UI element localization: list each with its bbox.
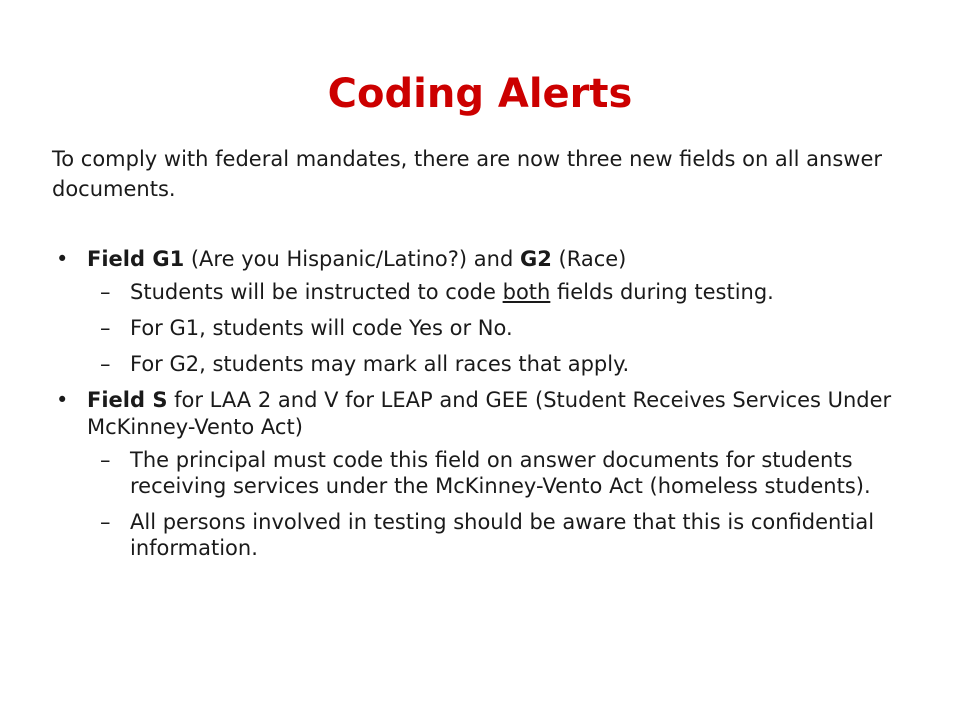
sub-item <box>87 315 912 341</box>
bullet-bold: G2 <box>519 247 552 271</box>
bullet-list <box>52 246 912 571</box>
bullet-field-g1 <box>52 246 912 377</box>
bullet-lead: Field G1 <box>87 247 185 271</box>
dash-icon: – <box>100 510 111 534</box>
sub-item <box>87 447 912 499</box>
intro-paragraph: To comply with federal mandates, there are now three new fields on all answer documents. <box>52 147 882 201</box>
sub-text: Students will be instructed to code <box>130 280 503 304</box>
sub-list <box>87 279 912 377</box>
sub-text: For G2, students may mark all races that apply. <box>130 352 630 376</box>
dash-icon: – <box>100 352 111 376</box>
sub-text: The principal must code this field on answer documents for students receiving services under the McKinney-Vento Act (homeless students). <box>130 448 871 498</box>
sub-item <box>87 351 912 377</box>
sub-item <box>87 509 912 561</box>
slide-title: Coding Alerts <box>327 71 633 117</box>
sub-list <box>87 447 912 561</box>
sub-text: For G1, students will code Yes or No. <box>130 316 513 340</box>
bullet-dot-icon: • <box>56 247 69 271</box>
dash-icon: – <box>100 316 111 340</box>
bullet-text: (Race) <box>551 247 627 271</box>
bullet-dot-icon: • <box>56 388 69 412</box>
sub-item <box>87 279 912 305</box>
sub-text: All persons involved in testing should be aware that this is confidential information. <box>130 510 875 560</box>
sub-text: fields during testing. <box>550 280 774 304</box>
bullet-text: for LAA 2 and V for LEAP and GEE (Student Receives Services Under McKinney-Vento Act) <box>87 388 892 439</box>
bullet-text: (Are you Hispanic/Latino?) and <box>184 247 520 271</box>
dash-icon: – <box>100 280 111 304</box>
bullet-field-s <box>52 387 912 561</box>
dash-icon: – <box>100 448 111 472</box>
sub-underlined: both <box>502 280 551 304</box>
bullet-lead: Field S <box>87 388 168 412</box>
